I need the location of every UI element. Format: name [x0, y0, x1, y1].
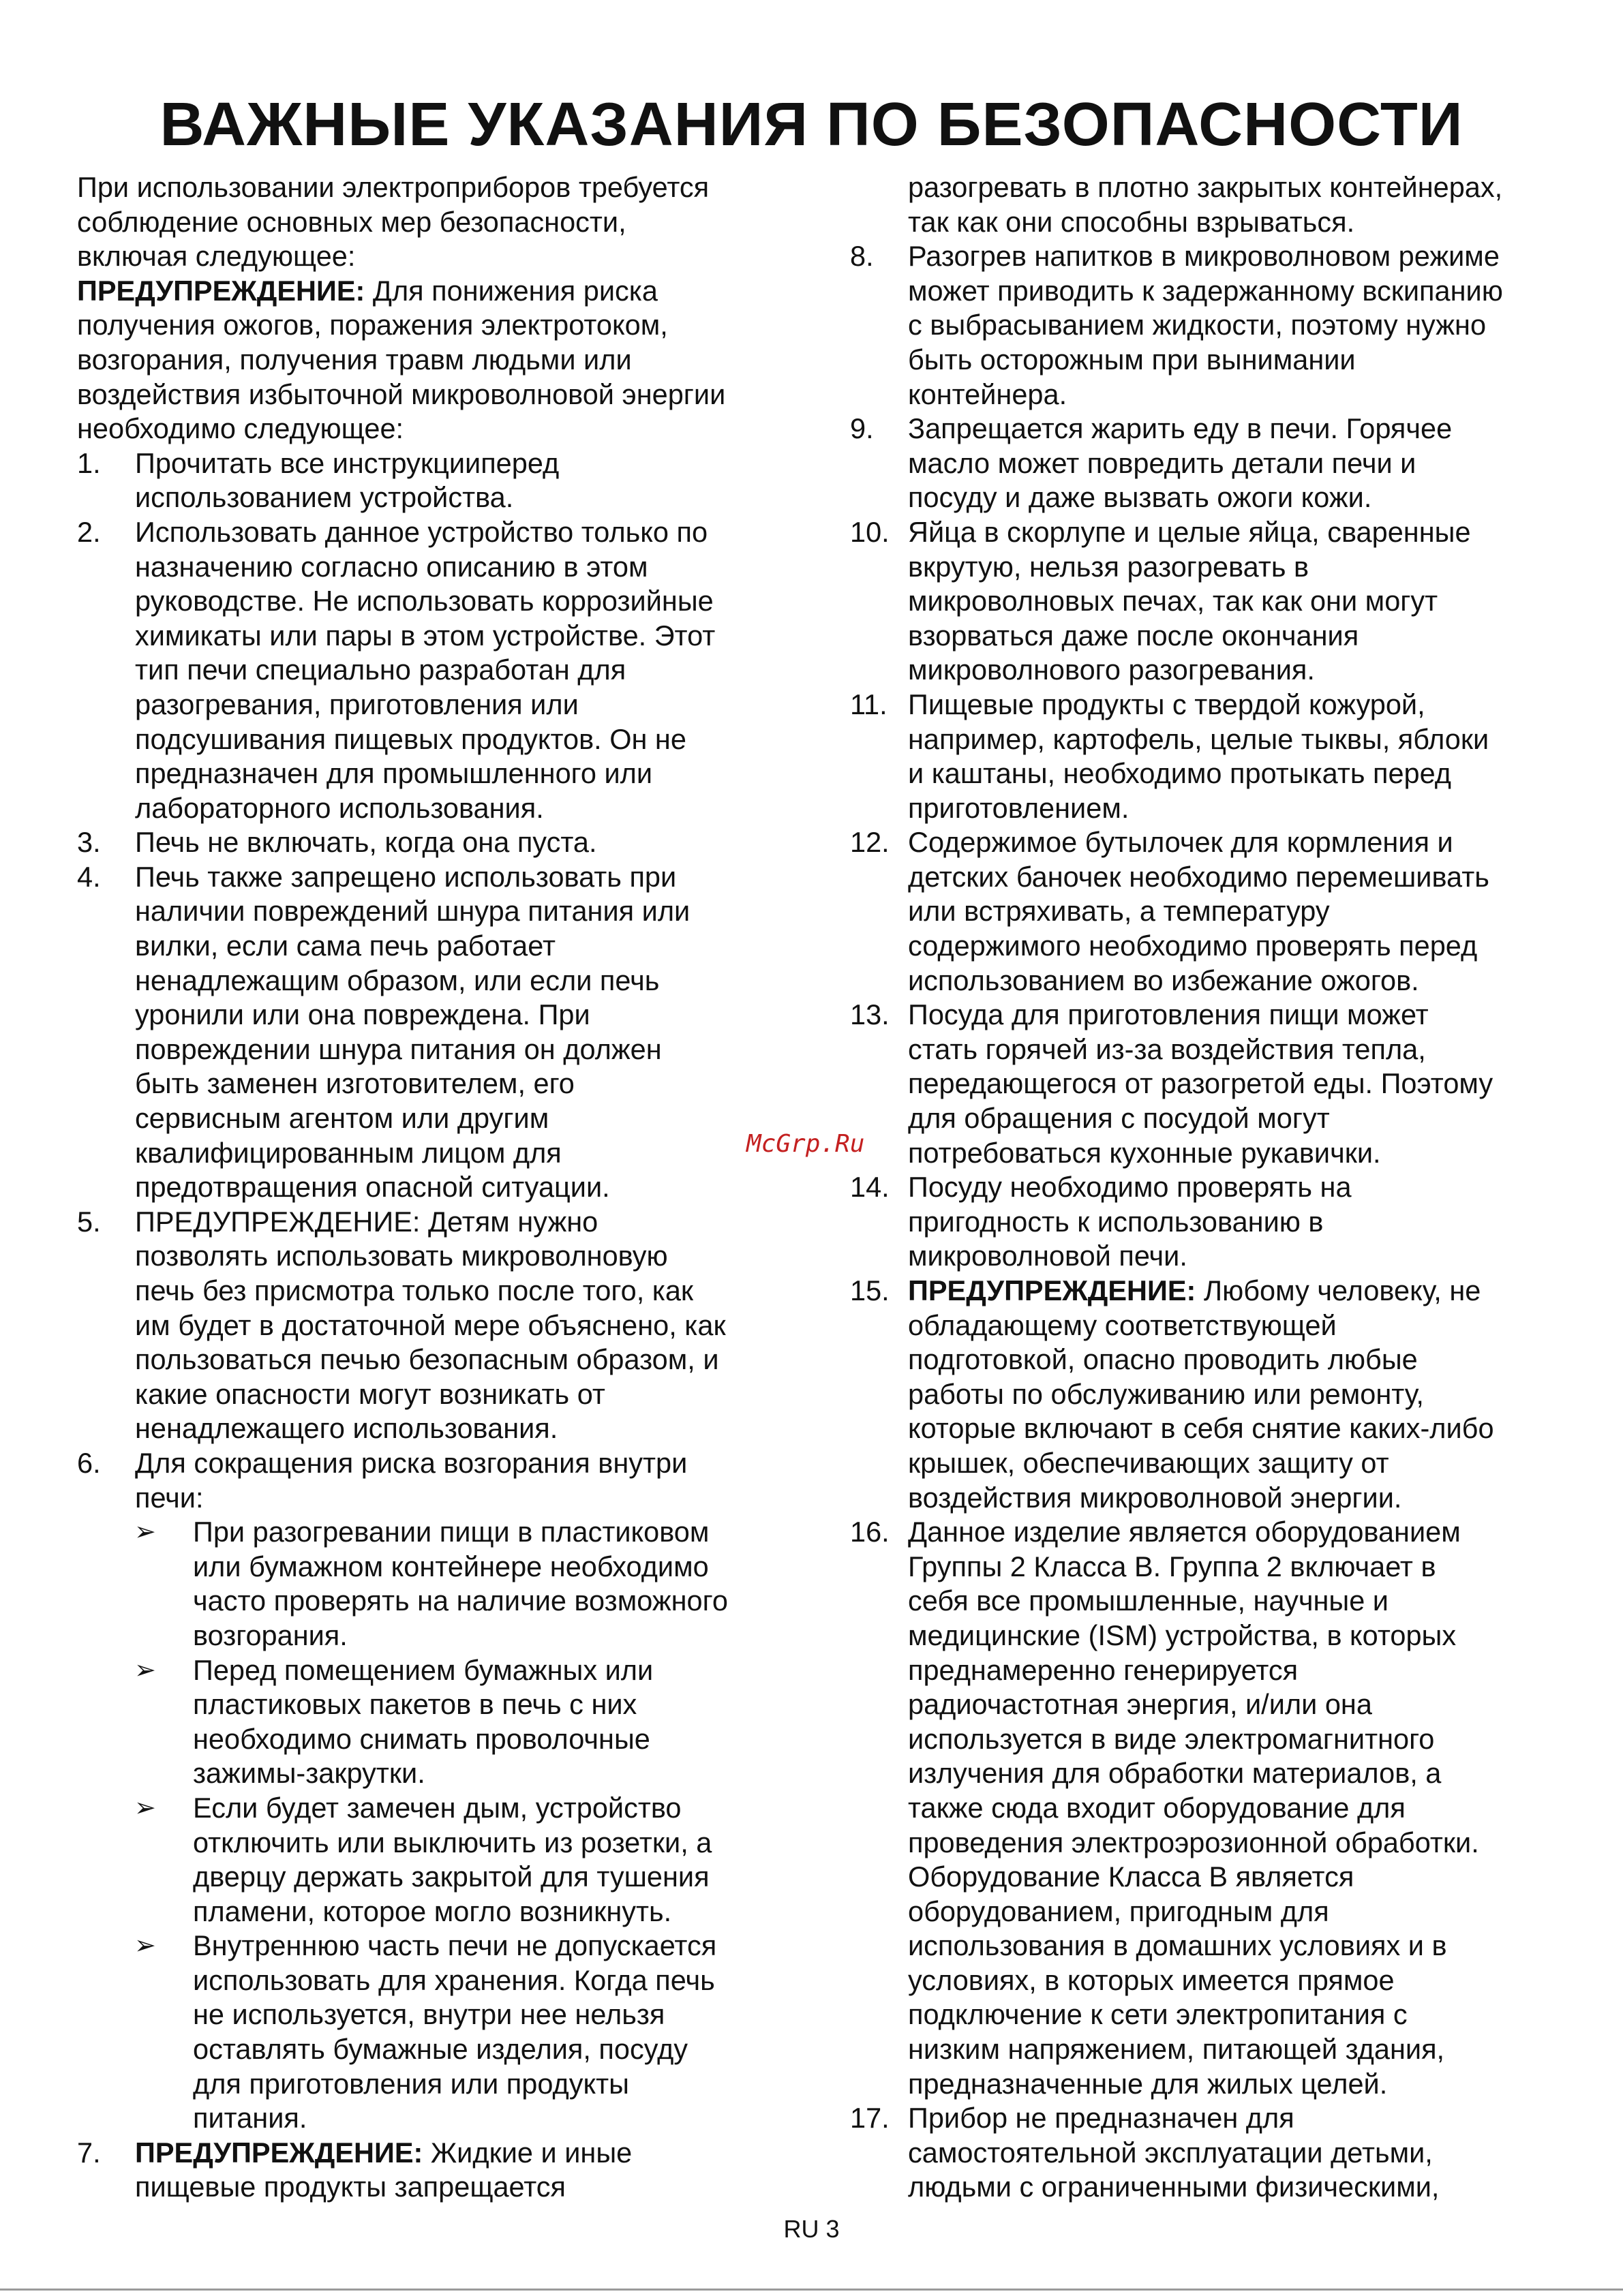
text-line: Посуда для приготовления пищи может: [908, 998, 1429, 1031]
text-line: какие опасности могут возникать от: [135, 1377, 605, 1410]
page-number: RU 3: [783, 2215, 840, 2243]
arrow-bullet-icon: ➢: [134, 1931, 156, 1961]
text-line: Группы 2 Класса B. Группа 2 включает в: [908, 1550, 1436, 1582]
warning-line: [77, 274, 800, 309]
item-number: 17.: [850, 2102, 890, 2134]
item-number: 14.: [850, 1171, 890, 1204]
text-line: не используется, внутри нее нельзя: [193, 1998, 665, 2031]
text-line: химикаты или пары в этом устройстве. Этот: [135, 619, 716, 652]
text-line: крышек, обеспечивающих защиту от: [908, 1446, 1389, 1479]
text-line: ПРЕДУПРЕЖДЕНИЕ: Детям нужно: [135, 1205, 598, 1238]
warning-label: ПРЕДУПРЕЖДЕНИЕ:: [908, 1274, 1196, 1306]
bullet-item: [77, 1515, 800, 1653]
item-number: 4.: [77, 860, 101, 893]
list-item: [850, 998, 1552, 1170]
text-line: Перед помещением бумажных или: [193, 1653, 654, 1686]
bullet-item: [77, 1653, 800, 1791]
text-line: микроволновых печах, так как они могут: [908, 585, 1438, 617]
text-line: передающегося от разогретой еды. Поэтому: [908, 1067, 1493, 1100]
text-line: например, картофель, целые тыквы, яблоки: [908, 722, 1489, 755]
text-line: Для сокращения риска возгорания внутри: [135, 1446, 688, 1479]
text-line: Прочитать все инструкцииперед: [135, 446, 560, 479]
text-line: радиочастотная энергия, и/или она: [908, 1688, 1372, 1721]
text-line: пищевые продукты запрещается: [135, 2171, 566, 2203]
text-line: ненадлежащим образом, или если печь: [135, 964, 660, 996]
list-item: [850, 688, 1552, 825]
list-item: [77, 446, 800, 515]
text-line: Пищевые продукты с твердой кожурой,: [908, 688, 1425, 720]
text-line: и каштаны, необходимо протыкать перед: [908, 757, 1452, 790]
text-line: контейнера.: [908, 378, 1067, 410]
warning-label: ПРЕДУПРЕЖДЕНИЕ:: [135, 2136, 423, 2169]
text-line: использования в домашних условиях и в: [908, 1929, 1447, 1962]
text-line: излучения для обработки материалов, а: [908, 1757, 1442, 1790]
text-line: проведения электроэрозионной обработки.: [908, 1826, 1479, 1858]
text-line: Внутреннюю часть печи не допускается: [193, 1929, 717, 1962]
text-line: для приготовления или продукты: [193, 2067, 629, 2100]
text-line: для обращения с посудой могут: [908, 1102, 1330, 1135]
text-line: предотвращения опасной ситуации.: [135, 1171, 610, 1204]
text-line: пригодность к использованию в: [908, 1205, 1324, 1238]
text-line: наличии повреждений шнура питания или: [135, 895, 691, 928]
text-line: с выбрасыванием жидкости, поэтому нужно: [908, 309, 1487, 341]
text-line: обладающему соответствующей: [908, 1308, 1337, 1341]
text-line: разогревания, приготовления или: [135, 688, 579, 720]
text-line: Данное изделие является оборудованием: [908, 1516, 1461, 1548]
arrow-bullet-icon: ➢: [134, 1793, 156, 1822]
text-line: детских баночек необходимо перемешивать: [908, 860, 1489, 893]
item-number: 12.: [850, 826, 890, 859]
text-line: микроволнового разогревания.: [908, 654, 1315, 686]
text-line: используется в виде электромагнитного: [908, 1722, 1435, 1755]
watermark-text: McGrp.Ru: [746, 1130, 865, 1158]
text-line: дверцу держать закрытой для тушения: [193, 1861, 710, 1893]
text-fragment: Для понижения риска: [365, 274, 658, 307]
text-line: уронили или она повреждена. При: [135, 998, 590, 1031]
text-line: часто проверять на наличие возможного: [193, 1585, 728, 1617]
text-line: Использовать данное устройство только по: [135, 515, 708, 548]
text-line: подсушивания пищевых продуктов. Он не: [135, 722, 686, 755]
list-item: [77, 860, 800, 1205]
item-number: 2.: [77, 515, 101, 548]
text-line: или встряхивать, а температуру: [908, 895, 1330, 928]
text-line: использованием устройства.: [135, 481, 514, 514]
text-line: самостоятельной эксплуатации детьми,: [908, 2136, 1433, 2169]
text-line: Посуду необходимо проверять на: [908, 1171, 1352, 1204]
text-line: использованием во избежание ожогов.: [908, 964, 1419, 996]
text-line: ненадлежащего использования.: [135, 1412, 558, 1445]
text-line: им будет в достаточной мере объяснено, как: [135, 1308, 726, 1341]
text-line: отключить или выключить из розетки, а: [193, 1826, 712, 1858]
text-line: Печь также запрещено использовать при: [135, 860, 677, 893]
item-number: 11.: [850, 688, 888, 720]
item-number: 15.: [850, 1274, 890, 1306]
list-item: [850, 2101, 1552, 2205]
text-line: содержимого необходимо проверять перед: [908, 930, 1478, 962]
text-fragment: Любому человеку, не: [1196, 1274, 1481, 1306]
text-line: назначению согласно описанию в этом: [135, 550, 648, 583]
item-number: 7.: [77, 2136, 101, 2169]
text-line: необходимо следующее:: [77, 412, 404, 445]
text-line: получения ожогов, поражения электротоком,: [77, 309, 668, 341]
bullet-item: [77, 1929, 800, 2136]
list-item: [77, 1205, 800, 1446]
text-line: лабораторного использования.: [135, 791, 544, 824]
text-line: преднамеренно генерируется: [908, 1653, 1299, 1686]
text-line: питания.: [193, 2102, 307, 2134]
text-line: Прибор не предназначен для: [908, 2102, 1294, 2134]
text-line: оставлять бумажные изделия, посуду: [193, 2033, 688, 2066]
text-line: При использовании электроприборов требуется: [77, 171, 710, 203]
item-number: 1.: [77, 446, 101, 479]
list-item: [77, 1446, 800, 1515]
text-line: масло может повредить детали печи и: [908, 446, 1416, 479]
text-line: печь без присмотра только после того, как: [135, 1274, 694, 1306]
text-line: Содержимое бутылочек для кормления и: [908, 826, 1453, 859]
list-item-continuation: [850, 170, 1552, 239]
item-number: 16.: [850, 1516, 890, 1548]
list-item: [850, 515, 1552, 688]
list-item: [850, 239, 1552, 412]
text-line: пластиковых пакетов в печь с них: [193, 1688, 637, 1721]
item-number: 9.: [850, 412, 874, 445]
text-line: быть заменен изготовителем, его: [135, 1067, 575, 1100]
text-line: потребоваться кухонные рукавички.: [908, 1136, 1381, 1169]
item-number: 3.: [77, 826, 101, 859]
text-line: возгорания, получения травм людьми или: [77, 343, 632, 376]
text-line: может приводить к задержанному вскипанию: [908, 274, 1503, 307]
text-line: разогревать в плотно закрытых контейнерах,: [908, 171, 1503, 203]
text-line: людьми с ограниченными физическими,: [908, 2171, 1440, 2203]
text-line: условиях, в которых имеется прямое: [908, 1963, 1395, 1996]
text-line: необходимо снимать проволочные: [193, 1722, 650, 1755]
text-line: предназначенные для жилых целей.: [908, 2067, 1388, 2100]
text-line: быть осторожным при вынимании: [908, 343, 1356, 376]
arrow-bullet-icon: ➢: [134, 1655, 156, 1685]
text-line: сервисным агентом или другим: [135, 1102, 549, 1135]
text-line: подключение к сети электропитания с: [908, 1998, 1408, 2031]
warning-line: [908, 1274, 1552, 1308]
item-number: 10.: [850, 515, 890, 548]
list-item: [850, 412, 1552, 515]
text-line: взорваться даже после окончания: [908, 619, 1359, 652]
item-number: 6.: [77, 1446, 101, 1479]
list-item: [850, 1274, 1552, 1515]
text-line: пламени, которое могло возникнуть.: [193, 1895, 672, 1927]
item-number: 13.: [850, 998, 890, 1031]
text-line: тип печи специально разработан для: [135, 654, 626, 686]
list-item: [77, 2136, 800, 2205]
text-line: которые включают в себя снятие каких-либо: [908, 1412, 1494, 1445]
text-line: низким напряжением, питающей здания,: [908, 2033, 1445, 2066]
text-line: включая следующее:: [77, 240, 356, 273]
item-number: 8.: [850, 240, 874, 273]
warning-label: ПРЕДУПРЕЖДЕНИЕ:: [77, 274, 365, 307]
text-line: возгорания.: [193, 1619, 348, 1651]
text-line: себя все промышленные, научные и: [908, 1585, 1389, 1617]
list-item: [850, 1515, 1552, 2101]
text-line: медицинские (ISM) устройства, в которых: [908, 1619, 1457, 1651]
text-line: Запрещается жарить еду в печи. Горячее: [908, 412, 1453, 445]
list-item: [850, 1170, 1552, 1274]
text-line: печи:: [135, 1481, 204, 1514]
text-line: так как они способны взрываться.: [908, 205, 1355, 238]
text-line: приготовлением.: [908, 791, 1129, 824]
text-line: микроволновой печи.: [908, 1240, 1187, 1272]
bottom-divider: [0, 2289, 1623, 2291]
text-line: руководстве. Не использовать коррозийные: [135, 585, 714, 617]
text-line: соблюдение основных мер безопасности,: [77, 205, 626, 238]
text-line: вилки, если сама печь работает: [135, 930, 556, 962]
text-line: Оборудование Класса B является: [908, 1861, 1354, 1893]
text-line: квалифицированным лицом для: [135, 1136, 562, 1169]
list-item: [850, 825, 1552, 998]
bullet-item: [77, 1791, 800, 1929]
text-line: вкрутую, нельзя разогревать в: [908, 550, 1309, 583]
text-line: также сюда входит оборудование для: [908, 1791, 1406, 1824]
text-line: Печь не включать, когда она пуста.: [135, 826, 597, 859]
text-line: позволять использовать микроволновую: [135, 1240, 668, 1272]
text-line: оборудованием, пригодным для: [908, 1895, 1329, 1927]
text-line: посуду и даже вызвать ожоги кожи.: [908, 481, 1372, 514]
text-line: При разогревании пищи в пластиковом: [193, 1516, 710, 1548]
text-line: стать горячей из-за воздействия тепла,: [908, 1032, 1426, 1065]
text-line: использовать для хранения. Когда печь: [193, 1963, 715, 1996]
warning-line: [135, 2136, 800, 2171]
text-line: предназначен для промышленного или: [135, 757, 653, 790]
text-line: воздействия микроволновой энергии.: [908, 1481, 1402, 1514]
text-line: Яйца в скорлупе и целые яйца, сваренные: [908, 515, 1471, 548]
list-item: [77, 825, 800, 860]
text-line: работы по обслуживанию или ремонту,: [908, 1377, 1424, 1410]
left-column: [77, 170, 800, 2205]
text-line: пользоваться печью безопасным образом, и: [135, 1343, 719, 1376]
text-line: Разогрев напитков в микроволновом режиме: [908, 240, 1500, 273]
text-line: зажимы-закрутки.: [193, 1757, 425, 1790]
page-title: ВАЖНЫЕ УКАЗАНИЯ ПО БЕЗОПАСНОСТИ: [160, 91, 1463, 159]
right-column: [850, 170, 1552, 2205]
text-line: повреждении шнура питания он должен: [135, 1032, 662, 1065]
item-number: 5.: [77, 1205, 101, 1238]
text-line: воздействия избыточной микроволновой энергии: [77, 378, 726, 410]
text-fragment: Жидкие и иные: [423, 2136, 633, 2169]
text-line: подготовкой, опасно проводить любые: [908, 1343, 1418, 1376]
text-line: Если будет замечен дым, устройство: [193, 1791, 682, 1824]
text-line: или бумажном контейнере необходимо: [193, 1550, 709, 1582]
list-item: [77, 515, 800, 825]
arrow-bullet-icon: ➢: [134, 1518, 156, 1547]
intro-paragraph: [77, 170, 800, 446]
